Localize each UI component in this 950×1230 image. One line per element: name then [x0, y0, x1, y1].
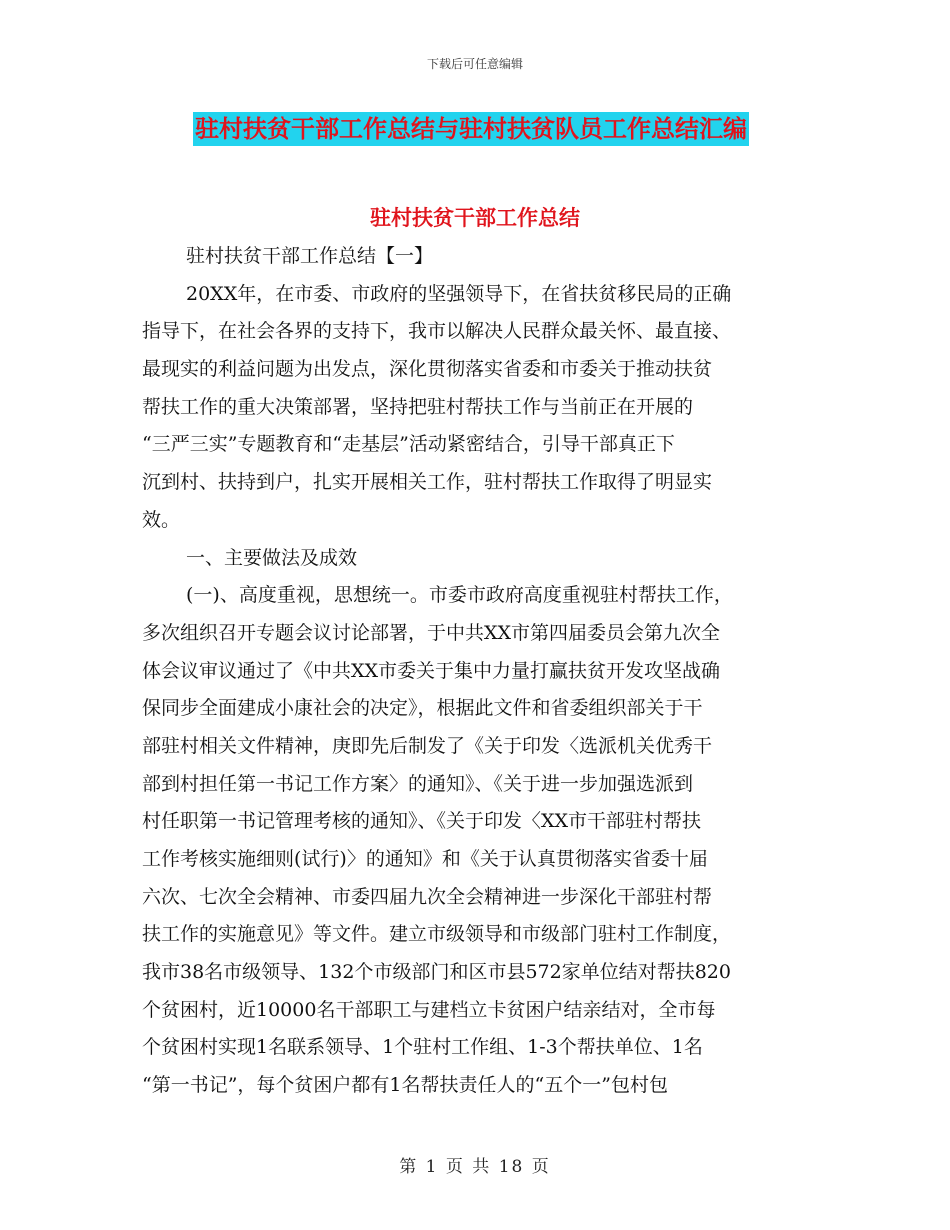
- text-line: 保同步全面建成小康社会的决定》，根据此文件和省委组织部关于干: [142, 697, 703, 720]
- text-line: 20XX年，在市委、市政府的坚强领导下，在省扶贫移民局的正确: [186, 282, 732, 305]
- document-body: [142, 218, 807, 1105]
- text-line: 部驻村相关文件精神，庚即先后制发了《关于印发〈选派机关优秀干: [142, 734, 713, 757]
- header-note: 下载后可任意编辑: [426, 57, 523, 71]
- page-footer: 第 1 页 共 18 页: [399, 1157, 551, 1177]
- section-heading: 一、主要做法及成效: [186, 546, 358, 569]
- paragraph-heading: 驻村扶贫干部工作总结【一】: [186, 245, 434, 267]
- text-line: 最现实的利益问题为出发点，深化贯彻落实省委和市委关于推动扶贫: [142, 358, 713, 381]
- document-title: 驻村扶贫干部工作总结与驻村扶贫队员工作总结汇编: [193, 112, 749, 146]
- text-line: 帮扶工作的重大决策部署，坚持把驻村帮扶工作与当前正在开展的: [142, 395, 694, 418]
- text-line: 个贫困村，近10000名干部职工与建档立卡贫困户结亲结对，全市每: [142, 998, 716, 1021]
- text-line: 指导下，在社会各界的支持下，我市以解决人民群众最关怀、最直接、: [142, 320, 732, 343]
- text-line: 我市38名市级领导、132个市级部门和区市县572家单位结对帮扶820: [142, 961, 731, 984]
- text-line: 部到村担任第一书记工作方案〉的通知》、《关于进一步加强选派到: [142, 772, 694, 795]
- text-line: 六次、七次全会精神、市委四届九次全会精神进一步深化干部驻村帮: [142, 885, 713, 908]
- text-line: “三严三实”专题教育和“走基层”活动紧密结合，引导干部真正下: [142, 433, 675, 456]
- text-line: “第一书记”，每个贫困户都有1名帮扶责任人的“五个一”包村包: [142, 1074, 668, 1097]
- text-line: 工作考核实施细则(试行)〉的通知》和《关于认真贯彻落实省委十届: [142, 848, 708, 870]
- text-line: 村任职第一书记管理考核的通知》、《关于印发〈XX市干部驻村帮扶: [142, 810, 702, 833]
- text-line: (一)、高度重视，思想统一。市委市政府高度重视驻村帮扶工作，: [186, 584, 733, 607]
- text-line: 多次组织召开专题会议讨论部署，于中共XX市第四届委员会第九次全: [142, 621, 721, 644]
- text-line: 扶工作的实施意见》等文件。建立市级领导和市级部门驻村工作制度，: [142, 923, 732, 946]
- section-title: 驻村扶贫干部工作总结: [370, 206, 580, 230]
- text-line: 个贫困村实现1名联系领导、1个驻村工作组、1-3个帮扶单位、1名: [142, 1036, 703, 1059]
- text-line: 效。: [142, 508, 181, 531]
- text-line: 沉到村、扶持到户，扎实开展相关工作，驻村帮扶工作取得了明显实: [142, 471, 713, 494]
- text-line: 体会议审议通过了《中共XX市委关于集中力量打赢扶贫开发攻坚战确: [142, 659, 721, 682]
